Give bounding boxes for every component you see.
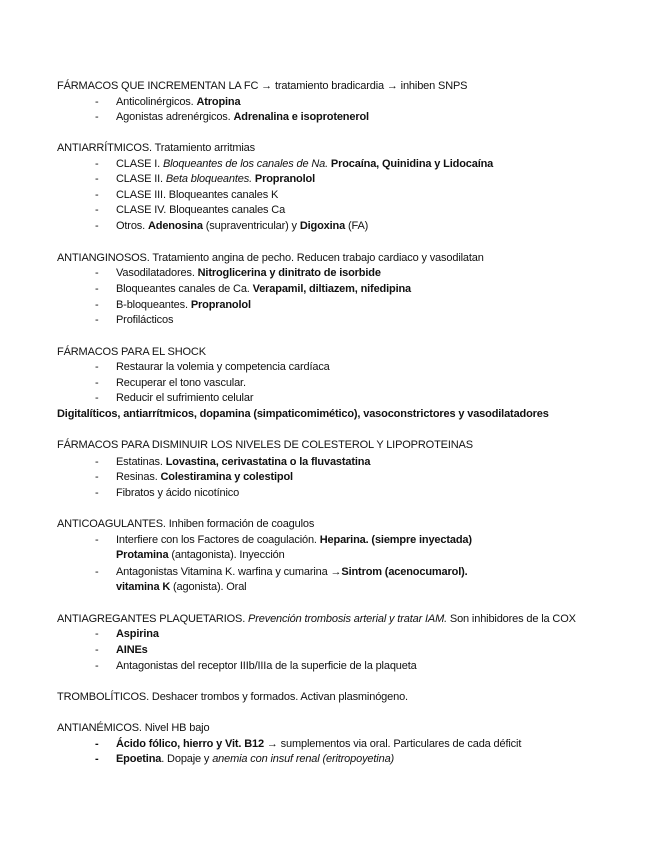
- shock-summary: Digitalíticos, antiarrítmicos, dopamina (simpaticomimético), vasoconstrictores y vasodilatadores: [57, 408, 549, 420]
- arrow-icon: →: [266, 738, 278, 750]
- heading-farmacos-fc: FÁRMACOS QUE INCREMENTAN LA FC → tratamiento bradicardia → inhiben SNPS: [57, 80, 468, 92]
- heading-antiagregantes: ANTIAGREGANTES PLAQUETARIOS. Prevención trombosis arterial y tratar IAM. Son inhibidores de la COX: [57, 613, 576, 625]
- heading-shock: FÁRMACOS PARA EL SHOCK: [57, 346, 206, 358]
- document-page: FÁRMACOS QUE INCREMENTAN LA FC → tratamiento bradicardia → inhiben SNPS - Anticolinérgicos. Atropina - Agonistas adrenérgicos. Adrenalina e isoprotenerol ANTIARRÍTMICOS. Tratamiento arritmias - CLASE I. Bloqueantes de los canales de Na. Procaína, Quinidina y Lidocaína - CLASE II. Beta bloqueantes. Propranolol - CLASE III. Bloqueantes canales K - CLASE IV. Bloqueantes canales Ca - Otros. Adenosina (supraventricular) y Digoxina (FA) ANTIANGINOSOS. Tratamiento angina de pecho. Reducen trabajo cardiaco y vasodilatan - Vasodilatadores. Nitroglicerina y dinitrato de isorbide - Bloqueantes canales de Ca. Verapamil, diltiazem, nifedipina - B-bloqueantes. Propranolol - Profilácticos FÁRMACOS PARA EL SHOCK - Restaurar la volemia y competencia cardíaca - Recuperar el tono vascular. - Reducir el sufrimiento celular Digitalíticos, antiarrítmicos, dopamina (simpaticomimético), vasoconstrictores y vasodilatadores FÁRMACOS PARA DISMINUIR LOS NIVELES DE COLESTEROL Y LIPOPROTEINAS - Estatinas. Lovastina, cerivastatina o la fluvastatina - Resinas. Colestiramina y colestipol - Fibratos y ácido nicotínico ANTICOAGULANTES. Inhiben formación de coagulos - Interfiere con los Factores de coagulación. Heparina. (siempre inyectada) Protamina (antagonista). Inyección - Antagonistas Vitamina K. warfina y cumarina →Sintrom (acenocumarol). vitamina K (agonista). Oral ANTIAGREGANTES PLAQUETARIOS. Prevención trombosis arterial y tratar IAM. Son inhibidores de la COX - Aspirina - AINEs - Antagonistas del receptor IIIb/IIIa de la superficie de la plaqueta TROMBOLÍTICOS. Deshacer trombos y formados. Activan plasminógeno. ANTIANÉMICOS. Nivel HB bajo - Ácido fólico, hierro y Vit. B12 → sumplementos via oral. Particulares de cada déficit - Epoetina. Dopaje y anemia con insuf renal (eritropoyetina): [57, 80, 576, 765]
- heading-antianginosos: ANTIANGINOSOS. Tratamiento angina de pecho. Reducen trabajo cardiaco y vasodilatan: [57, 252, 484, 264]
- arrow-icon: →: [386, 80, 398, 92]
- heading-colesterol: FÁRMACOS PARA DISMINUIR LOS NIVELES DE COLESTEROL Y LIPOPROTEINAS: [57, 439, 473, 451]
- arrow-icon: →: [261, 80, 273, 92]
- heading-anticoagulantes: ANTICOAGULANTES. Inhiben formación de coagulos: [57, 518, 315, 530]
- arrow-icon: →: [330, 566, 342, 578]
- heading-antiarritmicos: ANTIARRÍTMICOS. Tratamiento arritmias: [57, 142, 255, 154]
- heading-antianemicos: ANTIANÉMICOS. Nivel HB bajo: [57, 722, 210, 734]
- heading-tromboliticos: TROMBOLÍTICOS. Deshacer trombos y formados. Activan plasminógeno.: [57, 691, 408, 703]
